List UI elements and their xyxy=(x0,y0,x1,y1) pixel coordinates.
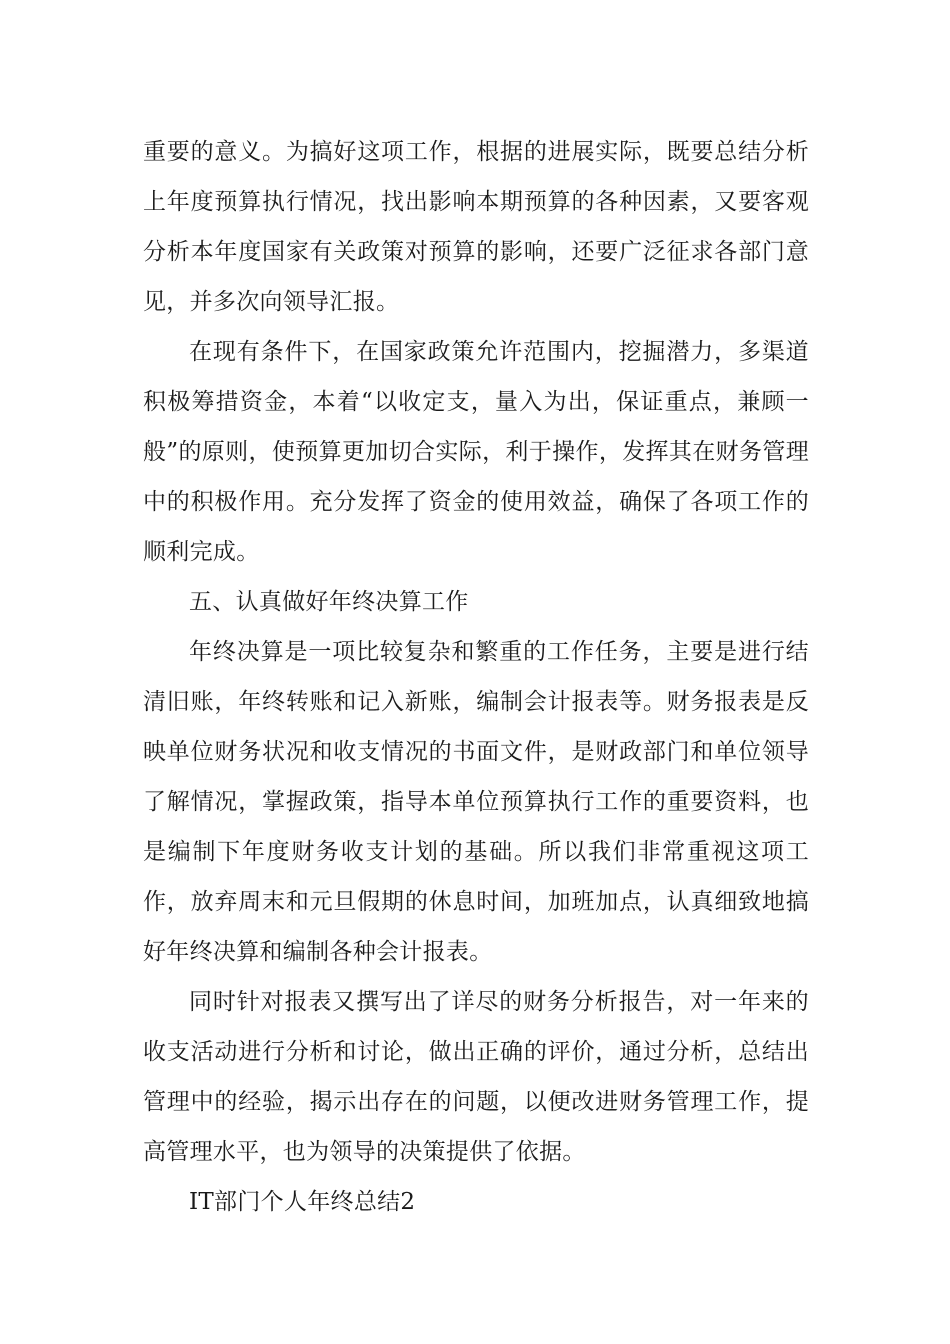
section-heading-year-end-accounts: 五、认真做好年终决算工作 xyxy=(189,589,469,615)
paragraph-budget-funding: 在现有条件下，在国家政策允许范围内，挖掘潜力，多渠道积极筹措资金，本着“以收定支，量入为出，保证重点，兼顾一般”的原则，使预算更加切合实际，利于操作，发挥其在财务管理中的积极作用。充分发挥了资金的使用效益，确保了各项工作的顺利完成。 xyxy=(143,339,809,565)
paragraph-budget-significance: 重要的意义。为搞好这项工作，根据的进展实际，既要总结分析上年度预算执行情况，找出影响本期预算的各种因素，又要客观分析本年度国家有关政策对预算的影响，还要广泛征求各部门意见，并多次向领导汇报。 xyxy=(143,139,809,315)
section-heading-it-summary: IT部门个人年终总结2 xyxy=(189,1189,416,1215)
document-body xyxy=(143,127,809,1227)
paragraph-year-end-accounts: 年终决算是一项比较复杂和繁重的工作任务，主要是进行结清旧账，年终转账和记入新账，编制会计报表等。财务报表是反映单位财务状况和收支情况的书面文件，是财政部门和单位领导了解情况，掌握政策，指导本单位预算执行工作的重要资料，也是编制下年度财务收支计划的基础。所以我们非常重视这项工作，放弃周末和元旦假期的休息时间，加班加点，认真细致地搞好年终决算和编制各种会计报表。 xyxy=(143,639,809,965)
paragraph-financial-analysis: 同时针对报表又撰写出了详尽的财务分析报告，对一年来的收支活动进行分析和讨论，做出正确的评价，通过分析，总结出管理中的经验，揭示出存在的问题，以便改进财务管理工作，提高管理水平，也为领导的决策提供了依据。 xyxy=(143,989,809,1165)
